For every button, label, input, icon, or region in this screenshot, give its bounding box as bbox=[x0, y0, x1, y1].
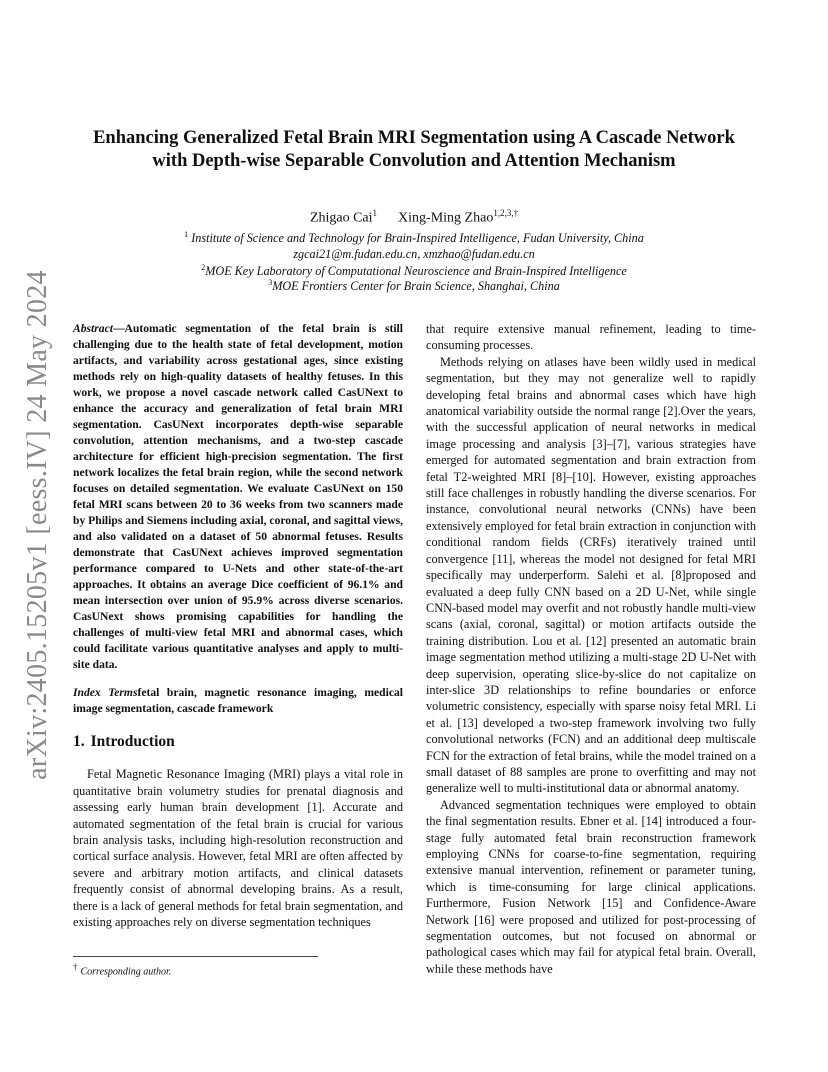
arxiv-identifier-text: arXiv:2405.15205v1 [eess.IV] 24 May 2024 bbox=[22, 270, 54, 780]
section-title: Introduction bbox=[90, 733, 175, 750]
arxiv-identifier bbox=[18, 270, 58, 780]
author-name: Xing-Ming Zhao bbox=[398, 210, 494, 226]
section-number: 1. bbox=[73, 733, 85, 750]
body-paragraph: Advanced segmentation techniques were employed to obtain the final segmentation results. Ebner et al. [14] introduced a four-stage fully automated fetal brain reconstruction framework employing CNNs for coarse-to-fine segmentation, requiring extensive manual intervention, refinement or parameter tuning, which is time-consuming for large clinical applications. Furthermore, Fusion Network [15] and Confidence-Aware Network [16] were proposed and utilized for post-processing of segmentation outcomes, but not focused on abnormal or pathological cases which may fail for atypical fetal brain. Overall, while these methods have bbox=[426, 797, 756, 976]
author-affiliation-mark: 1 bbox=[372, 208, 378, 218]
intro-paragraph: Fetal Magnetic Resonance Imaging (MRI) plays a vital role in quantitative brain volumetry studies for prenatal diagnosis and assessing early human brain development [1]. Accurate and automated segmentation of the fetal brain is crucial for various brain analysis tasks, including high-resolution reconstruction and cortical surface analysis. However, fetal MRI are often affected by severe and arbitrary motion artifacts, and clinical datasets frequently consist of abnormal developing brains. As a result, there is a lack of general methods for fetal brain segmentation, and existing approaches rely on diverse segmentation techniques bbox=[73, 767, 403, 930]
affiliation-2 bbox=[70, 263, 758, 279]
abstract bbox=[73, 321, 403, 673]
footnote-mark: † bbox=[73, 962, 78, 972]
right-column bbox=[426, 321, 756, 977]
paper-title bbox=[70, 127, 758, 173]
affiliation-text: MOE Frontiers Center for Brain Science, Shanghai, China bbox=[272, 279, 560, 294]
affiliation-mark: 1 bbox=[184, 230, 189, 239]
affiliation-mark: 3 bbox=[268, 278, 273, 287]
body-paragraph: that require extensive manual refinement, leading to time-consuming processes. bbox=[426, 322, 756, 353]
section-heading-introduction bbox=[73, 734, 403, 750]
author-name: Zhigao Cai bbox=[309, 210, 373, 226]
index-terms-label: Index Terms bbox=[73, 686, 138, 699]
abstract-text: —Automatic segmentation of the fetal brain is still challenging due to the health state of fetal development, motion artifacts, and variability across gestational ages, since existing methods rely on high-quality datasets of healthy fetuses. In this work, we propose a novel cascade network called CasUNext to enhance the accuracy and generalization of fetal brain MRI segmentation. CasUNext incorporates depth-wise separable convolution, attention mechanisms, and a two-step cascade architecture for efficient high-precision segmentation. The first network localizes the fetal brain region, while the second network focuses on detailed segmentation. We evaluate CasUNext on 150 fetal MRI scans between 20 to 36 weeks from two scanners made by Philips and Siemens including axial, coronal, and sagittal views, and also validated on a dataset of 50 abnormal fetuses. Results demonstrate that CasUNext achieves improved segmentation performance compared to U-Nets and other state-of-the-art approaches. It obtains an average Dice coefficient of 96.1% and mean intersection over union of 95.9% across diverse scenarios. CasUNext shows promising capabilities for handling the challenges of multi-view fetal MRI and abnormal cases, which could facilitate various quantitative analyses and apply to multi-site data. bbox=[73, 322, 403, 671]
affiliation-text: Institute of Science and Technology for Brain-Inspired Intelligence, Fudan University, China bbox=[191, 231, 644, 246]
affiliation-text: MOE Key Laboratory of Computational Neuroscience and Brain-Inspired Intelligence bbox=[205, 264, 627, 279]
left-column bbox=[73, 321, 403, 930]
paper-title-line-1: Enhancing Generalized Fetal Brain MRI Segmentation using A Cascade Network bbox=[93, 128, 735, 148]
index-terms bbox=[73, 685, 403, 717]
paper-title-line-2: with Depth-wise Separable Convolution and Attention Mechanism bbox=[152, 151, 676, 171]
abstract-label: Abstract bbox=[73, 322, 113, 335]
affiliation-1 bbox=[70, 230, 758, 246]
email-text: zgcai21@m.fudan.edu.cn, xmzhao@fudan.edu.cn bbox=[293, 247, 535, 261]
author-list bbox=[70, 208, 758, 227]
footnote-text: Corresponding author. bbox=[80, 966, 172, 978]
affiliation-3 bbox=[70, 278, 758, 294]
affiliation-mark: 2 bbox=[201, 263, 206, 272]
body-paragraph: Methods relying on atlases have been wildly used in medical segmentation, but they may not generalize well to rapidly developing fetal brains and abnormal cases which have high anatomical variability outside the normal range [2].Over the years, with the successful application of neural networks in medical image processing and analysis [3]–[7], various strategies have emerged for automated segmentation and brain extraction from fetal T2-weighted MRI [8]–[10]. However, existing approaches still face challenges in robustly handling the diverse scenarios. For instance, convolutional neural networks (CNNs) have been extensively employed for fetal brain extraction in conjunction with conditional random fields (CRFs) iteratively trained until convergence [11], whereas the model not designed for fetal MRI specifically may underperform. Salehi et al. [8]proposed and evaluated a deep fully CNN based on a 2D U-Net, while single CNN-based model may overfit and not robustly handle multi-view scans (axial, coronal, sagittal) or motion artifacts outside the training distribution. Lou et al. [12] presented an automatic brain image segmentation method utilizing a multi-stage 2D U-Net with deep supervision, operating slice-by-slice do not capitalize on inter-slice 3D relationships to refine boundaries or enforce volumetric consistency, especially with sparse noisy fetal MRI. Li et al. [13] developed a two-step framework involving two fully convolutional networks (FCN) and an additional deep multiscale FCN for the extraction of fetal brains, while the model trained on a small dataset of 88 samples are prone to overfitting and may not generalize well to multi-institutional data or abnormal anatomy. bbox=[426, 354, 756, 796]
index-terms-text: fetal brain, magnetic resonance imaging, medical image segmentation, cascade framework bbox=[73, 686, 403, 715]
footnote bbox=[73, 962, 171, 977]
author-emails bbox=[70, 247, 758, 262]
footnote-divider bbox=[73, 956, 318, 957]
author-affiliation-mark: 1,2,3,† bbox=[493, 208, 519, 218]
